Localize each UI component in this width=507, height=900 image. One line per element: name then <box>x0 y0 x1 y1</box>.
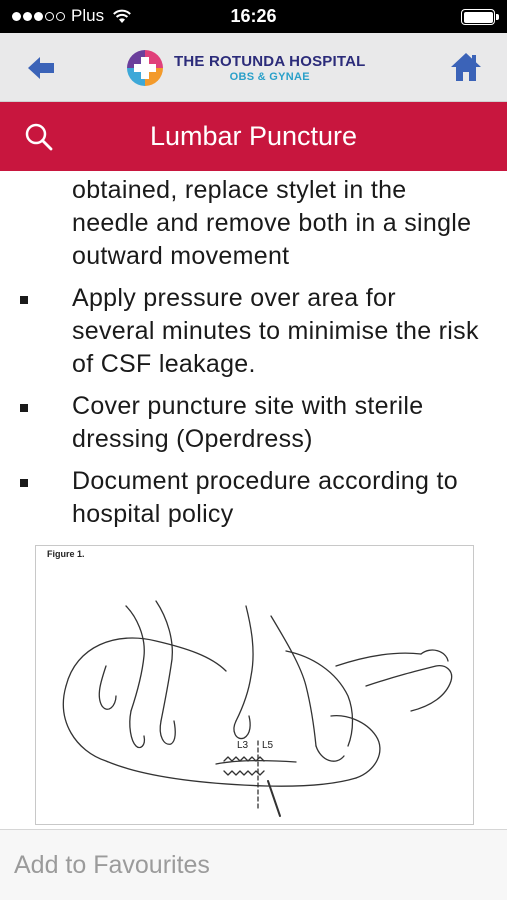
logo-text <box>174 53 366 83</box>
list-item <box>0 390 507 456</box>
logo-subtitle: OBS & GYNAE <box>229 71 310 83</box>
figure-label: Figure 1. <box>47 549 85 559</box>
carrier-label: Plus <box>71 6 105 25</box>
lumbar-puncture-illustration <box>36 546 473 824</box>
list-item <box>0 282 507 381</box>
list-item-text: Apply pressure over area for several minutes to minimise the risk of CSF leakage. <box>72 284 479 378</box>
content-text <box>0 174 507 531</box>
add-to-favourites-button[interactable]: Add to Favourites <box>14 851 210 879</box>
list-item-text: Document procedure according to hospital policy <box>72 467 458 528</box>
nav-bar <box>0 33 507 102</box>
battery-tip <box>496 14 499 20</box>
vertebra-label-l5: L5 <box>262 740 274 751</box>
battery-fill <box>464 12 493 23</box>
lead-paragraph: obtained, replace stylet in the needle and remove both in a single outward movement <box>72 176 472 270</box>
page-title: Lumbar Puncture <box>149 121 358 151</box>
bullet-marker <box>20 296 28 304</box>
content-scroll-area[interactable] <box>0 171 507 829</box>
home-icon <box>449 51 483 83</box>
vertebra-label-l3: L3 <box>237 740 249 751</box>
bullet-marker <box>20 479 28 487</box>
battery-icon <box>461 9 495 25</box>
hospital-logo <box>126 46 366 90</box>
back-button[interactable] <box>26 53 58 83</box>
status-time: 16:26 <box>230 6 277 26</box>
figure-lumbar-illustration <box>35 545 474 825</box>
home-button[interactable] <box>449 51 483 83</box>
list-item <box>0 465 507 531</box>
status-bar <box>0 0 507 33</box>
arrow-left-icon <box>26 53 58 83</box>
rotunda-logo-icon <box>126 49 164 87</box>
title-bar <box>0 102 507 171</box>
bullet-marker <box>20 404 28 412</box>
favourites-bar <box>0 829 507 900</box>
list-item-text: Cover puncture site with sterile dressing (Operdress) <box>72 392 424 453</box>
logo-title: THE ROTUNDA HOSPITAL <box>174 53 366 70</box>
